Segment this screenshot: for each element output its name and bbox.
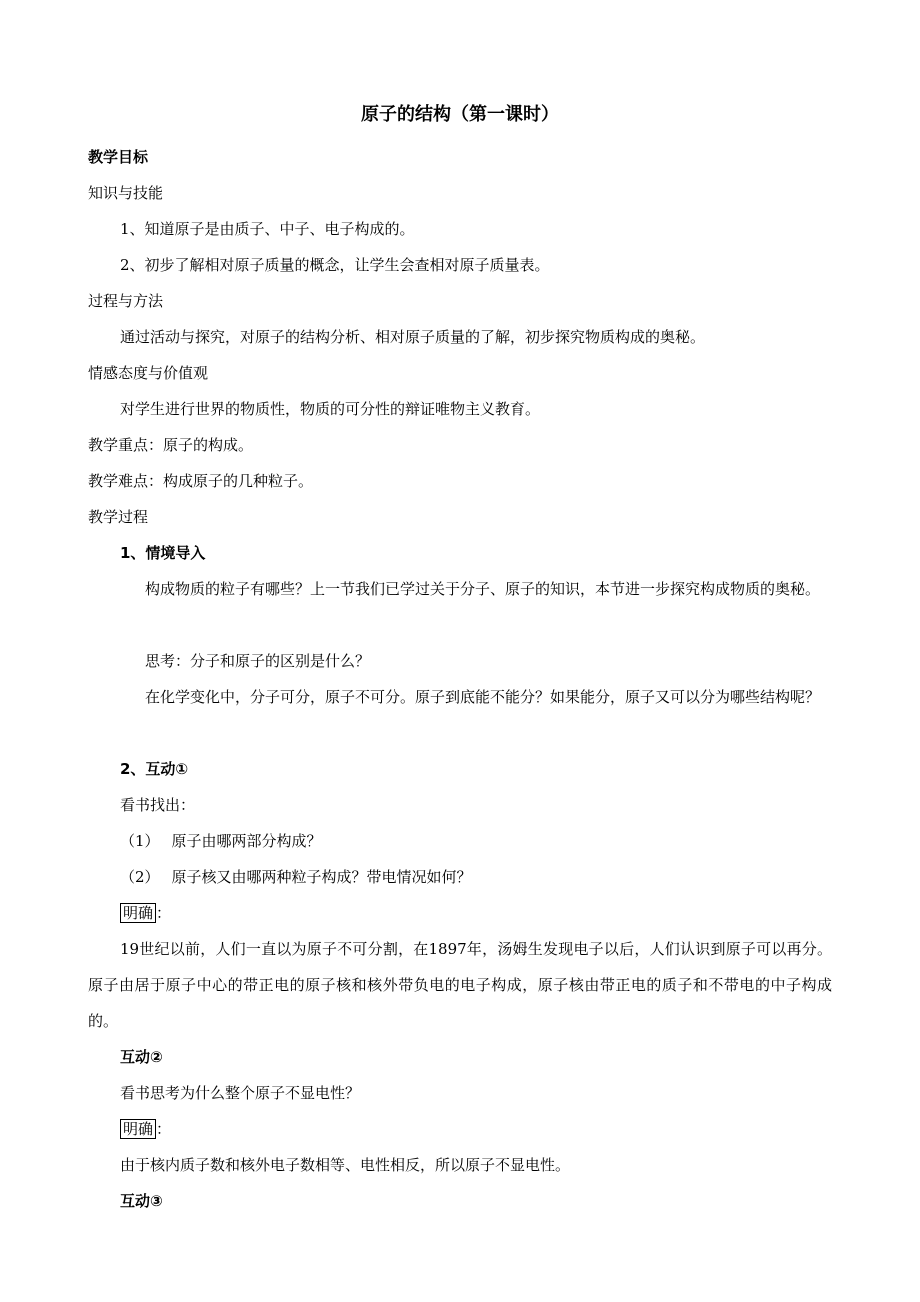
question-1 [120, 831, 322, 851]
key-point: 教学重点：原子的构成。 [88, 436, 254, 454]
question-1-number: （1） [120, 832, 160, 850]
section3-clarify [120, 1119, 171, 1139]
knowledge-item-2: 2、初步了解相对原子质量的概念，让学生会查相对原子质量表。 [120, 256, 550, 274]
difficulty-point: 教学难点：构成原子的几种粒子。 [88, 472, 314, 490]
knowledge-item-1: 1、知道原子是由质子、中子、电子构成的。 [120, 220, 415, 238]
knowledge-heading: 知识与技能 [88, 184, 164, 202]
question-1-text: 原子由哪两部分构成？ [171, 832, 322, 850]
section3-read: 看书思考为什么整个原子不显电性？ [120, 1084, 361, 1102]
clarify-box: 明确 [120, 1119, 156, 1139]
procedure-heading: 教学过程 [88, 508, 149, 526]
section2-heading: 2、互动① [120, 760, 189, 778]
section2-clarify [120, 903, 171, 923]
section3-answer: 由于核内质子数和核外电子数相等、电性相反，所以原子不显电性。 [120, 1156, 571, 1174]
goals-heading: 教学目标 [88, 148, 149, 166]
section4-heading: 互动③ [120, 1192, 163, 1210]
document-title: 原子的结构（第一课时） [361, 104, 559, 125]
question-2-number: （2） [120, 868, 160, 886]
section2-answer: 19世纪以前，人们一直以为原子不可分割，在1897年，汤姆生发现电子以后，人们认识到原子可以再分。原子由居于原子中心的带正电的原子核和核外带负电的电子构成，原子核由带正电的质子和不带电的中子构成的。 [88, 940, 832, 1030]
process-text: 通过活动与探究，对原子的结构分析、相对原子质量的了解，初步探究物质构成的奥秘。 [120, 328, 706, 346]
clarify-colon: ： [156, 1120, 172, 1138]
question-2 [120, 867, 472, 887]
section2-read: 看书找出： [120, 796, 196, 814]
emotion-heading: 情感态度与价值观 [88, 364, 209, 382]
section1-paragraph-2: 在化学变化中，分子可分，原子不可分。原子到底能不能分？如果能分，原子又可以分为哪些结构呢？ [145, 688, 821, 706]
emotion-text: 对学生进行世界的物质性，物质的可分性的辩证唯物主义教育。 [120, 400, 541, 418]
section1-think: 思考：分子和原子的区别是什么？ [145, 652, 371, 670]
question-2-text: 原子核又由哪两种粒子构成？带电情况如何？ [171, 868, 472, 886]
section1-paragraph-1: 构成物质的粒子有哪些？上一节我们已学过关于分子、原子的知识，本节进一步探究构成物质的奥秘。 [145, 580, 821, 598]
clarify-box: 明确 [120, 903, 156, 923]
section3-heading: 互动② [120, 1048, 163, 1066]
section1-heading: 1、情境导入 [120, 544, 206, 562]
process-heading: 过程与方法 [88, 292, 164, 310]
clarify-colon: ： [156, 904, 172, 922]
